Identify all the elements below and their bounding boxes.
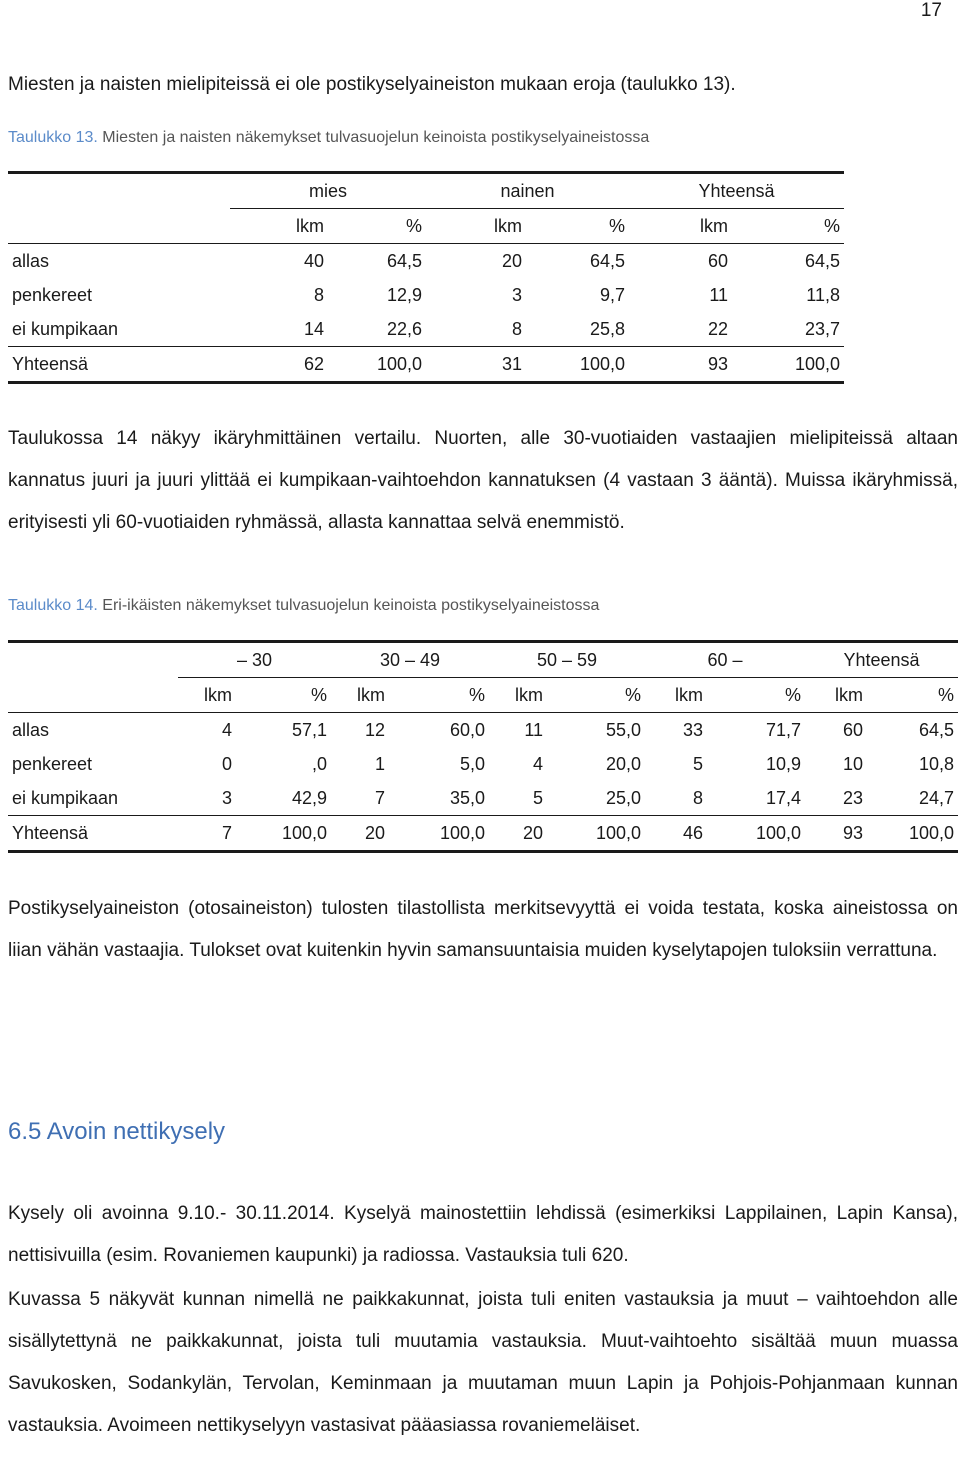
- table14-subheader: lkm: [489, 678, 547, 713]
- table13-cell: 93: [629, 347, 732, 383]
- table13-subheader: lkm: [629, 209, 732, 244]
- table13-cell: 3: [511, 284, 522, 305]
- table14-cell: 25,0: [547, 781, 645, 816]
- table13-cell: 64,5: [386, 250, 422, 271]
- table13-subheader-row: [8, 209, 844, 244]
- table14-cell: 46: [645, 816, 707, 852]
- table14-subheader: lkm: [178, 678, 236, 713]
- table14-group: 30 – 49: [331, 642, 489, 678]
- paragraph-significance: Postikyselyaineiston (otosaineiston) tulosten tilastollista merkitsevyyttä ei voida testata, koska aineistossa on liian vähän vastaajia. Tulokset ovat kuitenkin hyvin samansuuntaisia muiden kyselytapojen tuloksiin verrattuna.: [8, 898, 958, 961]
- table14-cell: 3: [178, 781, 236, 816]
- table13-row-label: penkereet: [12, 284, 93, 305]
- table14-cell: 42,9: [236, 781, 331, 816]
- table13-subheader: %: [732, 209, 844, 244]
- table14-caption-text: Eri-ikäisten näkemykset tulvasuojelun keinoista postikyselyaineistossa: [97, 597, 600, 614]
- table13-cell: 60: [707, 250, 728, 271]
- table13-row-label: allas: [12, 250, 50, 271]
- paragraph-locations: Kuvassa 5 näkyvät kunnan nimellä ne paikkakunnat, joista tuli eniten vastauksia ja muut – vaihtoehdon alle sisällytettynä ne paikkakunnat, joista tuli muutamia vastauksia. Muut-vaihtoehto sisältää muun muassa Savukosken, Sodankylän, Tervolan, Keminmaan ja muutaman muun Lapin ja Pohjois-Pohjanmaan kunnan vastauksia. Avoimeen nettikyselyyn vastasivat pääasiassa rovaniemeläiset.: [8, 1289, 958, 1436]
- table14-cell: 100,0: [547, 816, 645, 852]
- table13-subheader: %: [328, 209, 426, 244]
- table14-cell: 100,0: [867, 816, 958, 852]
- table13-cell: 20: [501, 250, 522, 271]
- table13-cell: 8: [313, 284, 324, 305]
- table14-subheader: %: [707, 678, 805, 713]
- table14-row: [8, 747, 958, 781]
- table14-cell: 23: [805, 781, 867, 816]
- table13-row: [8, 244, 844, 279]
- table14-subheader: lkm: [331, 678, 389, 713]
- table13-row: [8, 312, 844, 347]
- table13-cell: 64,5: [804, 250, 840, 271]
- table14-group: – 30: [178, 642, 331, 678]
- table13-cell: 25,8: [526, 312, 629, 347]
- table14-row-label: penkereet: [12, 753, 93, 774]
- table14-cell: 8: [645, 781, 707, 816]
- table13-cell: 31: [426, 347, 526, 383]
- table14-cell: 5: [692, 753, 703, 774]
- table14-cell: 24,7: [867, 781, 958, 816]
- table14-subheader: %: [547, 678, 645, 713]
- table13-subheader: lkm: [426, 209, 526, 244]
- table14-cell: 20: [489, 816, 547, 852]
- table14-cell: 93: [805, 816, 867, 852]
- table14-cell: 5,0: [459, 753, 485, 774]
- table13-group-nainen: nainen: [426, 173, 629, 209]
- table14-subheader: lkm: [645, 678, 707, 713]
- table13-row: [8, 278, 844, 312]
- table13-cell: 12,9: [386, 284, 422, 305]
- table13-row-label: Yhteensä: [8, 347, 230, 383]
- table13-subheader: %: [526, 209, 629, 244]
- table13-cell: 100,0: [732, 347, 844, 383]
- paragraph-survey-period: Kysely oli avoinna 9.10.- 30.11.2014. Kyselyä mainostettiin lehdissä (esimerkiksi Lappilainen, Lapin Kansa), nettisivuilla (esim. Rovaniemen kaupunki) ja radiossa. Vastauksia tuli 620.: [8, 1203, 958, 1266]
- table14-cell: 12: [364, 719, 385, 740]
- table14-subheader: %: [389, 678, 489, 713]
- table13-cell: 11: [709, 284, 728, 305]
- table14-cell: 4: [532, 753, 543, 774]
- table13-cell: 22,6: [328, 312, 426, 347]
- table14-cell: 7: [178, 816, 236, 852]
- table14-total-row: [8, 816, 958, 852]
- section-heading: 6.5 Avoin nettikysely: [8, 1118, 226, 1145]
- table14-subheader: %: [867, 678, 958, 713]
- table14-cell: 20: [331, 816, 389, 852]
- table14-cell: ,0: [311, 753, 327, 774]
- intro-paragraph: Miesten ja naisten mielipiteissä ei ole postikyselyaineiston mukaan eroja (taulukko 13).: [8, 74, 736, 95]
- table14-cell: 0: [221, 753, 232, 774]
- table14-subheader-row: [8, 678, 958, 713]
- table13-subheader: lkm: [230, 209, 328, 244]
- table14-subheader: lkm: [805, 678, 867, 713]
- table14-group-header-row: [8, 642, 958, 678]
- table13-cell: 11,8: [806, 284, 840, 305]
- table14-row-label: Yhteensä: [8, 816, 178, 852]
- table14-cell: 5: [489, 781, 547, 816]
- table14-caption: [8, 597, 599, 615]
- table14-cell: 10: [842, 753, 863, 774]
- table13-group-yhteensa: Yhteensä: [629, 173, 844, 209]
- table13-cell: 9,7: [599, 284, 625, 305]
- table14-subheader: %: [236, 678, 331, 713]
- table14: [8, 640, 958, 853]
- table14-cell: 10,8: [918, 753, 954, 774]
- table13-cell: 22: [629, 312, 732, 347]
- table14-cell: 64,5: [918, 719, 954, 740]
- table14-row-label: ei kumpikaan: [8, 781, 178, 816]
- table13-cell: 40: [303, 250, 324, 271]
- table14-cell: 57,1: [291, 719, 327, 740]
- table13-group-header-row: [8, 173, 844, 209]
- table13-cell: 64,5: [589, 250, 625, 271]
- page-number: 17: [920, 0, 942, 21]
- table13-cell: 100,0: [328, 347, 426, 383]
- table14-row: [8, 713, 958, 748]
- table14-cell: 60,0: [449, 719, 485, 740]
- table14-cell: 4: [221, 719, 232, 740]
- table14-group: 60 –: [645, 642, 805, 678]
- table13-cell: 14: [230, 312, 328, 347]
- table14-cell: 55,0: [605, 719, 641, 740]
- table13-cell: 62: [230, 347, 328, 383]
- table13-cell: 8: [426, 312, 526, 347]
- table13: [8, 171, 844, 384]
- paragraph-table14-intro: Taulukossa 14 näkyy ikäryhmittäinen vertailu. Nuorten, alle 30-vuotiaiden vastaajien mielipiteissä altaan kannatus juuri ja juuri ylittää ei kumpikaan-vaihtoehdon kannatuksen (4 vastaan 3 ääntä). Muissa ikäryhmissä, erityisesti yli 60-vuotiaiden ryhmässä, allasta kannattaa selvä enemmistö.: [8, 428, 958, 533]
- table14-cell: 60: [842, 719, 863, 740]
- table14-cell: 33: [682, 719, 703, 740]
- table14-caption-label: Taulukko 14.: [8, 597, 98, 614]
- table13-group-mies: mies: [230, 173, 426, 209]
- table13-total-row: [8, 347, 844, 383]
- table14-row: [8, 781, 958, 816]
- table14-group: 50 – 59: [489, 642, 645, 678]
- table13-cell: 100,0: [526, 347, 629, 383]
- table13-cell: 23,7: [732, 312, 844, 347]
- table14-cell: 7: [331, 781, 389, 816]
- table14-cell: 35,0: [389, 781, 489, 816]
- table14-cell: 10,9: [765, 753, 801, 774]
- table14-cell: 1: [374, 753, 385, 774]
- table13-caption-text: Miesten ja naisten näkemykset tulvasuojelun keinoista postikyselyaineistossa: [97, 129, 650, 146]
- table13-caption: [8, 129, 649, 147]
- table14-group: Yhteensä: [805, 642, 958, 678]
- table14-cell: 71,7: [765, 719, 801, 740]
- table13-caption-label: Taulukko 13.: [8, 129, 98, 146]
- table13-row-label: ei kumpikaan: [8, 312, 230, 347]
- table14-cell: 11: [524, 719, 543, 740]
- table14-cell: 100,0: [707, 816, 805, 852]
- table14-cell: 20,0: [605, 753, 641, 774]
- table14-cell: 100,0: [236, 816, 331, 852]
- table14-cell: 100,0: [389, 816, 489, 852]
- table14-cell: 17,4: [707, 781, 805, 816]
- table14-row-label: allas: [12, 719, 50, 740]
